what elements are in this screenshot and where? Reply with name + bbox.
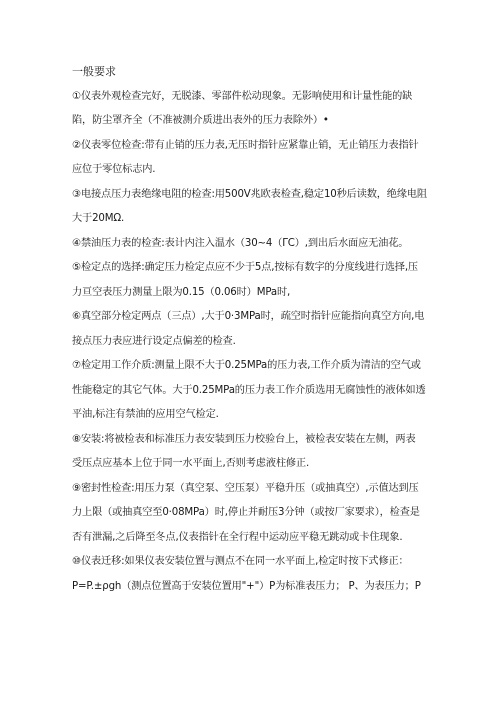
paragraph-5-line-1: ⑤检定点的选择:确定压力检定点应不少于5点,按标有数字的分度线进行选择,压: [72, 262, 418, 273]
paragraph-1-line-1: ①仪表外观检查完好，无脱漆、零部件松动现象。无影响使用和计量性能的缺: [72, 90, 413, 102]
paragraph-10-line-1: ⑩仪表迁移:如果仪表安装位置与测点不在同一水平面上,检定时按下式修正：: [72, 556, 409, 567]
paragraph-3-line-2: 大于20MΩ.: [72, 213, 125, 224]
paragraph-2-line-1: ②仪表零位检查:带有止销的压力表,无压时指针应紧靠止销，无止销压力表指针: [72, 139, 419, 151]
paragraph-9-line-2: 力上限（或抽真空至0·08MPa）时,停止并耐压3分钟（或按厂家要求），检查是: [72, 507, 420, 518]
section-heading: 一般要求: [72, 65, 116, 78]
paragraph-6-line-2: 接点压力表应进行设定点偏差的检查.: [72, 335, 236, 347]
paragraph-7-line-1: ⑦检定用工作介质:测量上限不大于0.25MPa的压力表,工作介质为清洁的空气或: [72, 360, 421, 371]
paragraph-8-line-2: 受压点应基本上位于同一水平面上,否则考虑液柱修正.: [72, 458, 310, 469]
paragraph-7-line-2: 性能稳定的其它气体。大于0.25MPa的压力表工作介质选用无腐蚀性的液体如透: [72, 384, 426, 396]
paragraph-9-line-1: ⑨密封性检查:用压力泵（真空泵、空压泵）平稳升压（或抽真空）,示值达到压: [72, 482, 419, 494]
paragraph-3-line-1: ③电接点压力表绝缘电阻的检查:用500V兆欧表检查,稳定10秒后读数，绝缘电阻: [72, 188, 427, 200]
paragraph-5-line-2: 力亘空表压力测量上限为0.15（0.06时）MPa时,: [72, 286, 291, 298]
paragraph-9-line-3: 否有泄漏,之后降至冬点,仪表指针在全行程中运动应平稳无跳动或卡住现象.: [72, 531, 403, 543]
paragraph-2-line-2: 应位于零位标志内.: [72, 164, 156, 175]
document-body: [72, 64, 442, 595]
paragraph-4-line-1: ④禁油压力表的检查:表计内注入温水（30~4（ΓC）,到出后水面应无油花。: [72, 237, 409, 249]
paragraph-10-line-2: P=P.±ρgh（测点位置高于安装位置用"+"）P为标准表压力； P、为表压力；P: [72, 580, 421, 592]
paragraph-1-line-2: 陷，防尘罩齐全（不准被测介质进出表外的压力表除外）•: [72, 115, 329, 126]
paragraph-6-line-1: ⑥真空部分检定两点（三点）,大于0·3MPa时，疏空时指针应能指向真空方向,电: [72, 311, 425, 322]
paragraph-8-line-1: ⑧安装:将被检表和标准压力表安装到压力校验台上，被检表安装在左侧，两表: [72, 433, 416, 445]
paragraph-7-line-3: 平油,标注有禁油的应用空气检定.: [72, 409, 219, 420]
